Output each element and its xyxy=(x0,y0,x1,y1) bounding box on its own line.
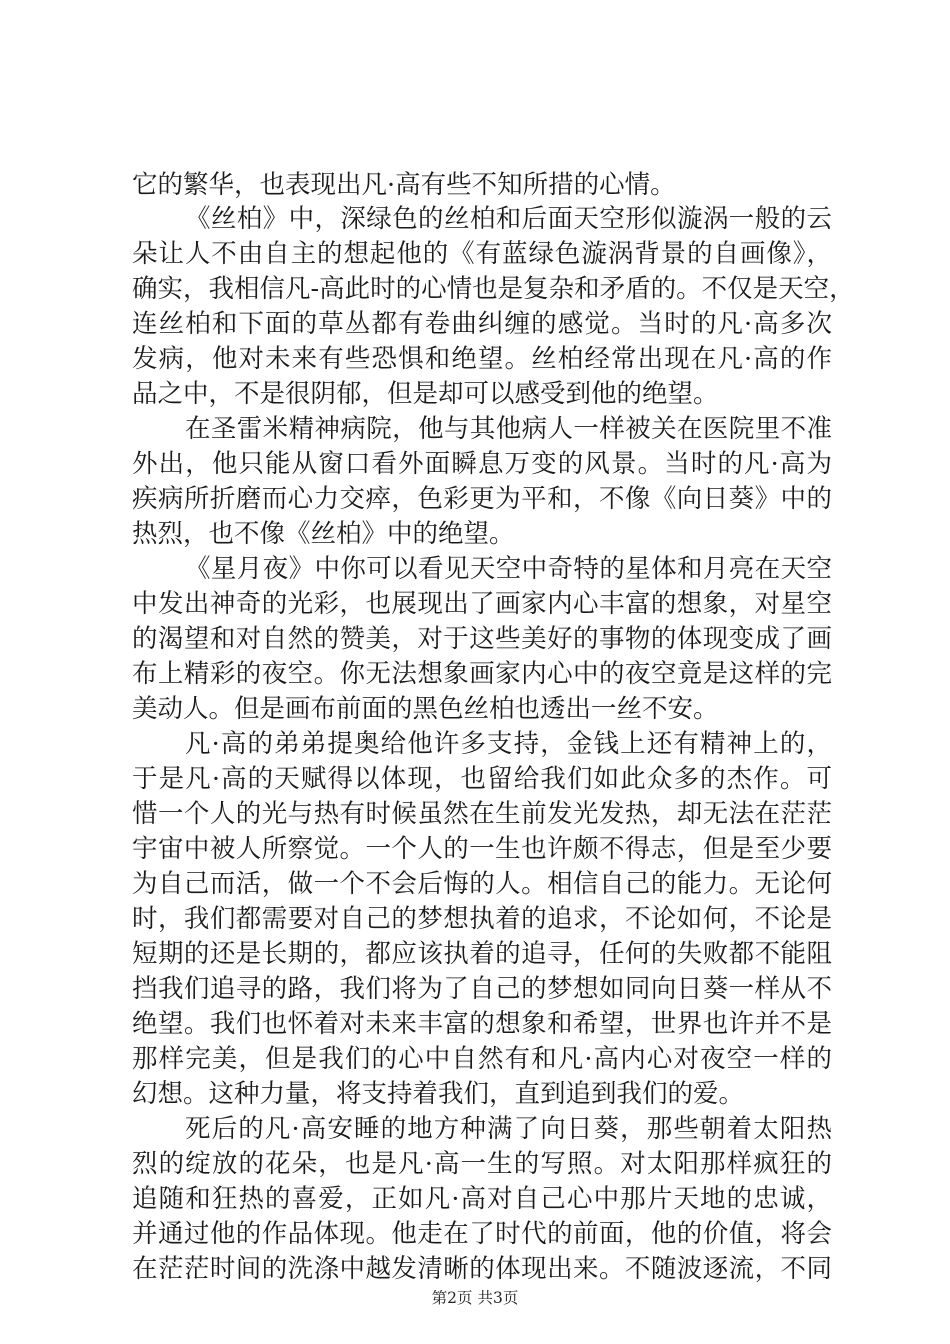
text-line: 惜一个人的光与热有时候虽然在生前发光发热，却无法在茫茫 xyxy=(132,799,832,829)
paragraph-start-line: 凡·高的弟弟提奥给他许多支持，金钱上还有精神上的， xyxy=(185,729,832,759)
text-line: 品之中，不是很阴郁，但是却可以感受到他的绝望。 xyxy=(132,379,719,409)
text-line: 在茫茫时间的洗涤中越发清晰的体现出来。不随波逐流，不同 xyxy=(132,1254,832,1284)
text-line: 挡我们追寻的路，我们将为了自己的梦想如同向日葵一样从不 xyxy=(132,974,832,1004)
text-line: 美动人。但是画布前面的黑色丝柏也透出一丝不安。 xyxy=(132,694,719,724)
text-line: 时，我们都需要对自己的梦想执着的追求，不论如何，不论是 xyxy=(132,904,832,934)
text-line: 绝望。我们也怀着对未来丰富的想象和希望，世界也许并不是 xyxy=(132,1009,832,1039)
text-line: 连丝柏和下面的草丛都有卷曲纠缠的感觉。当时的凡·高多次 xyxy=(132,309,832,339)
text-line: 幻想。这种力量，将支持着我们，直到追到我们的爱。 xyxy=(132,1079,745,1109)
text-line: 于是凡·高的天赋得以体现，也留给我们如此众多的杰作。可 xyxy=(132,764,832,794)
text-line: 追随和狂热的喜爱，正如凡·高对自己心中那片天地的忠诚， xyxy=(132,1184,832,1214)
text-line: 并通过他的作品体现。他走在了时代的前面，他的价值，将会 xyxy=(132,1219,832,1249)
text-line: 确实，我相信凡-高此时的心情也是复杂和矛盾的。不仅是天空， xyxy=(132,274,855,304)
text-line: 的渴望和对自然的赞美，对于这些美好的事物的体现变成了画 xyxy=(132,624,832,654)
text-line: 朵让人不由自主的想起他的《有蓝绿色漩涡背景的自画像》， xyxy=(132,239,832,269)
page-number-footer: 第2页 共3页 xyxy=(431,1289,519,1307)
paragraph-start-line: 死后的凡·高安睡的地方种满了向日葵，那些朝着太阳热 xyxy=(185,1114,832,1144)
text-line: 为自己而活，做一个不会后悔的人。相信自己的能力。无论何 xyxy=(132,869,832,899)
text-line: 烈的绽放的花朵，也是凡·高一生的写照。对太阳那样疯狂的 xyxy=(132,1149,832,1179)
text-line: 宇宙中被人所察觉。一个人的一生也许颇不得志，但是至少要 xyxy=(132,834,832,864)
text-line: 热烈，也不像《丝柏》中的绝望。 xyxy=(132,519,515,549)
text-line: 短期的还是长期的，都应该执着的追寻，任何的失败都不能阻 xyxy=(132,939,832,969)
paragraph-start-line: 《丝柏》中，深绿色的丝柏和后面天空形似漩涡一般的云 xyxy=(185,204,832,234)
text-line: 中发出神奇的光彩，也展现出了画家内心丰富的想象，对星空 xyxy=(132,589,832,619)
text-line: 疾病所折磨而心力交瘁，色彩更为平和，不像《向日葵》中的 xyxy=(132,484,832,514)
paragraph-start-line: 《星月夜》中你可以看见天空中奇特的星体和月亮在天空 xyxy=(185,554,832,584)
paragraph-start-line: 在圣雷米精神病院，他与其他病人一样被关在医院里不准 xyxy=(185,414,832,444)
text-line: 外出，他只能从窗口看外面瞬息万变的风景。当时的凡·高为 xyxy=(132,449,832,479)
text-line: 发病，他对未来有些恐惧和绝望。丝柏经常出现在凡·高的作 xyxy=(132,344,832,374)
text-line: 那样完美，但是我们的心中自然有和凡·高内心对夜空一样的 xyxy=(132,1044,832,1074)
text-line: 布上精彩的夜空。你无法想象画家内心中的夜空竟是这样的完 xyxy=(132,659,832,689)
text-line: 它的繁华，也表现出凡·高有些不知所措的心情。 xyxy=(132,170,676,200)
